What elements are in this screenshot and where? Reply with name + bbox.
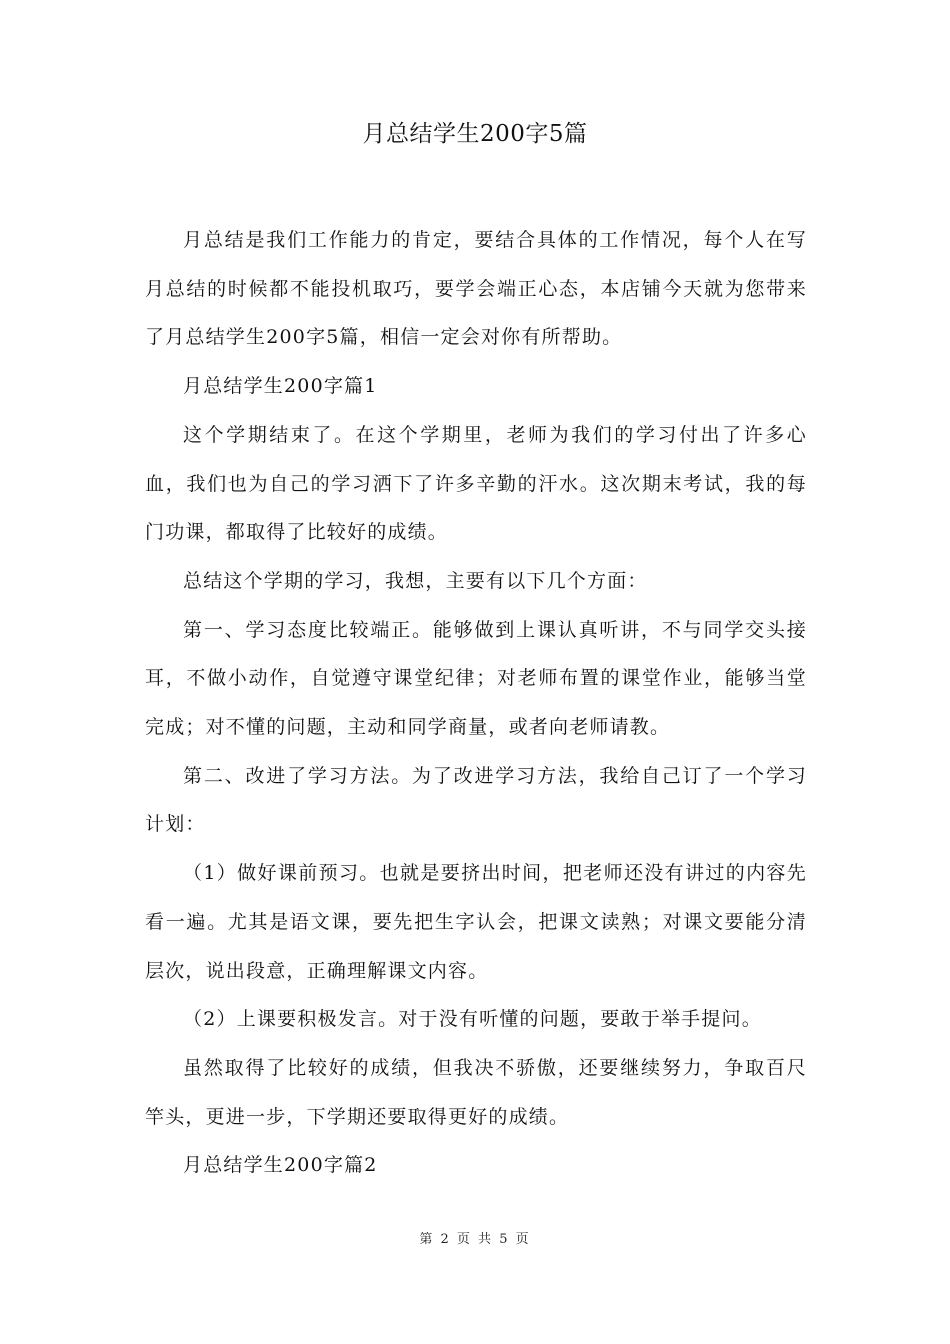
body-paragraph: 总结这个学期的学习，我想，主要有以下几个方面： xyxy=(183,569,648,592)
body-paragraph: （1）做好课前预习。也就是要挤出时间，把老师还没有讲过的内容先看一遍。尤其是语文课，要先把生字认会，把课文读熟；对课文要能分清层次，说出段意，正确理解课文内容。 xyxy=(145,862,807,982)
page-footer: 第 2 页 共 5 页 xyxy=(419,1232,531,1247)
document-title: 月总结学生200字5篇 xyxy=(362,121,588,147)
body-paragraph: （2）上课要积极发言。对于没有听懂的问题，要敢于举手提问。 xyxy=(183,1008,762,1031)
section-heading-2: 月总结学生200字篇2 xyxy=(183,1154,378,1177)
body-paragraph: 虽然取得了比较好的成绩，但我决不骄傲，还要继续努力，争取百尺竿头，更进一步，下学期还要取得更好的成绩。 xyxy=(145,1056,807,1128)
body-paragraph: 这个学期结束了。在这个学期里，老师为我们的学习付出了许多心血，我们也为自己的学习洒下了许多辛勤的汗水。这次期末考试，我的每门功课，都取得了比较好的成绩。 xyxy=(145,423,807,544)
body-paragraph: 第二、改进了学习方法。为了改进学习方法，我给自己订了一个学习计划： xyxy=(145,764,807,836)
intro-paragraph: 月总结是我们工作能力的肯定，要结合具体的工作情况，每个人在写月总结的时候都不能投机取巧，要学会端正心态，本店铺今天就为您带来了月总结学生200字5篇，相信一定会对你有所帮助。 xyxy=(145,229,807,349)
body-paragraph: 第一、学习态度比较端正。能够做到上课认真听讲，不与同学交头接耳，不做小动作，自觉遵守课堂纪律；对老师布置的课堂作业，能够当堂完成；对不懂的问题，主动和同学商量，或者向老师请教。 xyxy=(145,618,807,739)
section-heading-1: 月总结学生200字篇1 xyxy=(183,375,378,398)
document-body xyxy=(145,216,807,1190)
